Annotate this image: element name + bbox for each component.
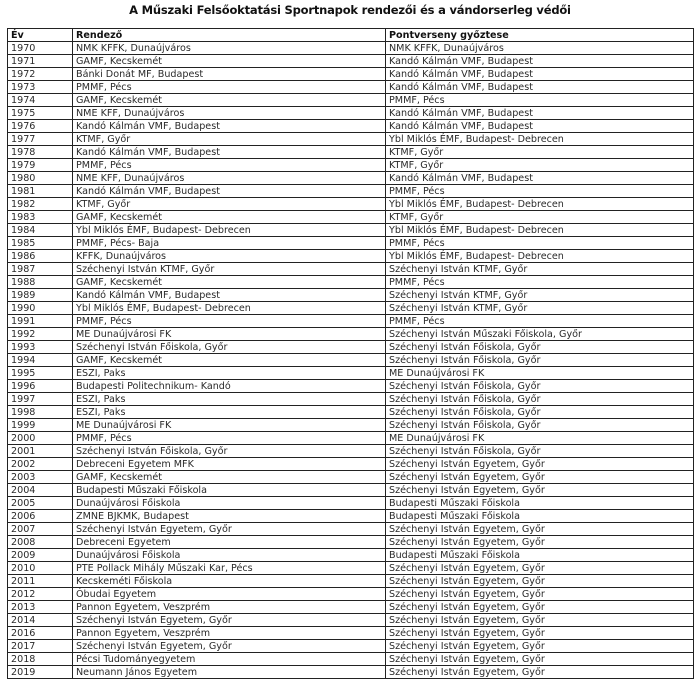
host-cell: ESZI, Paks: [73, 367, 386, 380]
winner-cell: Széchenyi István Egyetem, Győr: [386, 575, 694, 588]
table-row: [8, 367, 694, 380]
year-cell: 1983: [8, 211, 73, 224]
host-cell: Pannon Egyetem, Veszprém: [73, 627, 386, 640]
winner-cell: Kandó Kálmán VMF, Budapest: [386, 107, 694, 120]
winner-cell: Széchenyi István Főiskola, Győr: [386, 393, 694, 406]
host-cell: PMMF, Pécs: [73, 81, 386, 94]
year-cell: 1999: [8, 419, 73, 432]
year-cell: 2006: [8, 510, 73, 523]
host-cell: PTE Pollack Mihály Műszaki Kar, Pécs: [73, 562, 386, 575]
year-cell: 2000: [8, 432, 73, 445]
table-row: [8, 237, 694, 250]
host-cell: Pannon Egyetem, Veszprém: [73, 601, 386, 614]
year-cell: 1975: [8, 107, 73, 120]
winner-cell: Széchenyi István KTMF, Győr: [386, 289, 694, 302]
winner-cell: Széchenyi István Főiskola, Győr: [386, 406, 694, 419]
winner-cell: Budapesti Műszaki Főiskola: [386, 510, 694, 523]
winner-cell: Kandó Kálmán VMF, Budapest: [386, 68, 694, 81]
year-cell: 1985: [8, 237, 73, 250]
year-cell: 1989: [8, 289, 73, 302]
host-cell: ESZI, Paks: [73, 393, 386, 406]
year-cell: 1981: [8, 185, 73, 198]
year-cell: 1977: [8, 133, 73, 146]
table-row: [8, 328, 694, 341]
table-row: [8, 445, 694, 458]
winner-cell: PMMF, Pécs: [386, 315, 694, 328]
winner-cell: Széchenyi István Főiskola, Győr: [386, 341, 694, 354]
year-cell: 1996: [8, 380, 73, 393]
host-cell: ZMNE BJKMK, Budapest: [73, 510, 386, 523]
host-cell: PMMF, Pécs: [73, 432, 386, 445]
winner-cell: PMMF, Pécs: [386, 185, 694, 198]
table-row: [8, 653, 694, 666]
header-host: Rendező: [73, 29, 386, 42]
host-cell: ESZI, Paks: [73, 406, 386, 419]
winner-cell: KTMF, Győr: [386, 159, 694, 172]
table-row: [8, 211, 694, 224]
year-cell: 1994: [8, 354, 73, 367]
host-cell: Budapesti Műszaki Főiskola: [73, 484, 386, 497]
table-row: [8, 549, 694, 562]
host-cell: KFFK, Dunaújváros: [73, 250, 386, 263]
year-cell: 1982: [8, 198, 73, 211]
host-cell: Bánki Donát MF, Budapest: [73, 68, 386, 81]
table-row: [8, 640, 694, 653]
host-cell: ME Dunaújvárosi FK: [73, 328, 386, 341]
host-cell: PMMF, Pécs: [73, 315, 386, 328]
table-row: [8, 601, 694, 614]
host-cell: Széchenyi István Egyetem, Győr: [73, 523, 386, 536]
host-cell: NME KFF, Dunaújváros: [73, 172, 386, 185]
year-cell: 1978: [8, 146, 73, 159]
winner-cell: Széchenyi István Egyetem, Győr: [386, 640, 694, 653]
table-row: [8, 393, 694, 406]
hosts-winners-table: [7, 28, 694, 679]
winner-cell: Ybl Miklós ÉMF, Budapest- Debrecen: [386, 133, 694, 146]
table-row: [8, 81, 694, 94]
table-row: [8, 250, 694, 263]
table-row: [8, 432, 694, 445]
table-row: [8, 42, 694, 55]
year-cell: 1997: [8, 393, 73, 406]
host-cell: GAMF, Kecskemét: [73, 211, 386, 224]
year-cell: 1995: [8, 367, 73, 380]
table-row: [8, 302, 694, 315]
table-row: [8, 458, 694, 471]
winner-cell: Széchenyi István KTMF, Győr: [386, 302, 694, 315]
winner-cell: Kandó Kálmán VMF, Budapest: [386, 55, 694, 68]
header-year: Év: [8, 29, 73, 42]
winner-cell: Széchenyi István Egyetem, Győr: [386, 614, 694, 627]
winner-cell: KTMF, Győr: [386, 211, 694, 224]
table-body: [8, 42, 694, 679]
winner-cell: Széchenyi István Főiskola, Győr: [386, 354, 694, 367]
year-cell: 1971: [8, 55, 73, 68]
year-cell: 1991: [8, 315, 73, 328]
host-cell: Ybl Miklós ÉMF, Budapest- Debrecen: [73, 224, 386, 237]
host-cell: Pécsi Tudományegyetem: [73, 653, 386, 666]
winner-cell: PMMF, Pécs: [386, 94, 694, 107]
year-cell: 1979: [8, 159, 73, 172]
table-row: [8, 107, 694, 120]
table-row: [8, 315, 694, 328]
year-cell: 1992: [8, 328, 73, 341]
winner-cell: Széchenyi István Főiskola, Győr: [386, 419, 694, 432]
table-row: [8, 380, 694, 393]
host-cell: Kandó Kálmán VMF, Budapest: [73, 120, 386, 133]
year-cell: 2004: [8, 484, 73, 497]
host-cell: Ybl Miklós ÉMF, Budapest- Debrecen: [73, 302, 386, 315]
year-cell: 1987: [8, 263, 73, 276]
year-cell: 2003: [8, 471, 73, 484]
table-row: [8, 536, 694, 549]
table-row: [8, 471, 694, 484]
winner-cell: Széchenyi István Főiskola, Győr: [386, 380, 694, 393]
document-title: A Műszaki Felsőoktatási Sportnapok rendezői és a vándorserleg védői: [129, 3, 571, 17]
table-row: [8, 588, 694, 601]
table-row: [8, 172, 694, 185]
winner-cell: Budapesti Műszaki Főiskola: [386, 549, 694, 562]
year-cell: 1990: [8, 302, 73, 315]
host-cell: PMMF, Pécs- Baja: [73, 237, 386, 250]
winner-cell: Széchenyi István Egyetem, Győr: [386, 536, 694, 549]
year-cell: 1993: [8, 341, 73, 354]
host-cell: Budapesti Politechnikum- Kandó: [73, 380, 386, 393]
year-cell: 2014: [8, 614, 73, 627]
host-cell: Széchenyi István KTMF, Győr: [73, 263, 386, 276]
host-cell: Debreceni Egyetem MFK: [73, 458, 386, 471]
table-row: [8, 419, 694, 432]
table-row: [8, 614, 694, 627]
host-cell: Széchenyi István Egyetem, Győr: [73, 640, 386, 653]
winner-cell: Budapesti Műszaki Főiskola: [386, 497, 694, 510]
table-row: [8, 341, 694, 354]
table-row: [8, 146, 694, 159]
year-cell: 2009: [8, 549, 73, 562]
table-row: [8, 276, 694, 289]
host-cell: PMMF, Pécs: [73, 159, 386, 172]
table-row: [8, 562, 694, 575]
host-cell: ME Dunaújvárosi FK: [73, 419, 386, 432]
table-row: [8, 484, 694, 497]
host-cell: KTMF, Győr: [73, 198, 386, 211]
table-row: [8, 198, 694, 211]
year-cell: 2018: [8, 653, 73, 666]
host-cell: Kandó Kálmán VMF, Budapest: [73, 185, 386, 198]
table-row: [8, 497, 694, 510]
year-cell: 2005: [8, 497, 73, 510]
table-row: [8, 94, 694, 107]
winner-cell: Kandó Kálmán VMF, Budapest: [386, 120, 694, 133]
host-cell: Kandó Kálmán VMF, Budapest: [73, 146, 386, 159]
winner-cell: ME Dunaújvárosi FK: [386, 367, 694, 380]
host-cell: NME KFF, Dunaújváros: [73, 107, 386, 120]
year-cell: 1998: [8, 406, 73, 419]
table-row: [8, 289, 694, 302]
table-row: [8, 627, 694, 640]
winner-cell: Széchenyi István Egyetem, Győr: [386, 601, 694, 614]
host-cell: Kandó Kálmán VMF, Budapest: [73, 289, 386, 302]
winner-cell: Széchenyi István Egyetem, Győr: [386, 653, 694, 666]
year-cell: 1976: [8, 120, 73, 133]
winner-cell: Ybl Miklós ÉMF, Budapest- Debrecen: [386, 250, 694, 263]
host-cell: Széchenyi István Főiskola, Győr: [73, 341, 386, 354]
year-cell: 1970: [8, 42, 73, 55]
host-cell: GAMF, Kecskemét: [73, 94, 386, 107]
table-row: [8, 120, 694, 133]
winner-cell: ME Dunaújvárosi FK: [386, 432, 694, 445]
table-row: [8, 55, 694, 68]
winner-cell: Széchenyi István Egyetem, Győr: [386, 627, 694, 640]
winner-cell: Széchenyi István Egyetem, Győr: [386, 484, 694, 497]
year-cell: 2013: [8, 601, 73, 614]
year-cell: 1980: [8, 172, 73, 185]
table-row: [8, 263, 694, 276]
winner-cell: Széchenyi István Egyetem, Győr: [386, 666, 694, 679]
table-row: [8, 575, 694, 588]
year-cell: 2007: [8, 523, 73, 536]
year-cell: 2002: [8, 458, 73, 471]
winner-cell: Széchenyi István Egyetem, Győr: [386, 588, 694, 601]
table-row: [8, 406, 694, 419]
winner-cell: NMK KFFK, Dunaújváros: [386, 42, 694, 55]
winner-cell: Széchenyi István Egyetem, Győr: [386, 458, 694, 471]
host-cell: GAMF, Kecskemét: [73, 276, 386, 289]
year-cell: 2019: [8, 666, 73, 679]
table-row: [8, 354, 694, 367]
host-cell: NMK KFFK, Dunaújváros: [73, 42, 386, 55]
winner-cell: Kandó Kálmán VMF, Budapest: [386, 172, 694, 185]
table-row: [8, 224, 694, 237]
year-cell: 1988: [8, 276, 73, 289]
year-cell: 2011: [8, 575, 73, 588]
year-cell: 1984: [8, 224, 73, 237]
winner-cell: Széchenyi István KTMF, Győr: [386, 263, 694, 276]
host-cell: KTMF, Győr: [73, 133, 386, 146]
year-cell: 2016: [8, 627, 73, 640]
year-cell: 2017: [8, 640, 73, 653]
winner-cell: Széchenyi István Műszaki Főiskola, Győr: [386, 328, 694, 341]
host-cell: GAMF, Kecskemét: [73, 55, 386, 68]
host-cell: Óbudai Egyetem: [73, 588, 386, 601]
year-cell: 2001: [8, 445, 73, 458]
host-cell: Széchenyi István Egyetem, Győr: [73, 614, 386, 627]
winner-cell: KTMF, Győr: [386, 146, 694, 159]
table-row: [8, 159, 694, 172]
host-cell: GAMF, Kecskemét: [73, 354, 386, 367]
year-cell: 1974: [8, 94, 73, 107]
table-header-row: [8, 29, 694, 42]
host-cell: Széchenyi István Főiskola, Győr: [73, 445, 386, 458]
table-row: [8, 185, 694, 198]
winner-cell: Széchenyi István Főiskola, Győr: [386, 445, 694, 458]
year-cell: 2010: [8, 562, 73, 575]
host-cell: Debreceni Egyetem: [73, 536, 386, 549]
winner-cell: Kandó Kálmán VMF, Budapest: [386, 81, 694, 94]
table-row: [8, 68, 694, 81]
winner-cell: Ybl Miklós ÉMF, Budapest- Debrecen: [386, 224, 694, 237]
winner-cell: PMMF, Pécs: [386, 237, 694, 250]
host-cell: Kecskeméti Főiskola: [73, 575, 386, 588]
table-row: [8, 133, 694, 146]
table-row: [8, 510, 694, 523]
year-cell: 2008: [8, 536, 73, 549]
year-cell: 1972: [8, 68, 73, 81]
year-cell: 2012: [8, 588, 73, 601]
winner-cell: Széchenyi István Egyetem, Győr: [386, 471, 694, 484]
table-row: [8, 523, 694, 536]
winner-cell: Ybl Miklós ÉMF, Budapest- Debrecen: [386, 198, 694, 211]
header-winner: Pontverseny győztese: [386, 29, 694, 42]
winner-cell: Széchenyi István Egyetem, Győr: [386, 562, 694, 575]
host-cell: Neumann János Egyetem: [73, 666, 386, 679]
year-cell: 1973: [8, 81, 73, 94]
winner-cell: Széchenyi István Egyetem, Győr: [386, 523, 694, 536]
host-cell: Dunaújvárosi Főiskola: [73, 549, 386, 562]
host-cell: Dunaújvárosi Főiskola: [73, 497, 386, 510]
winner-cell: PMMF, Pécs: [386, 276, 694, 289]
year-cell: 1986: [8, 250, 73, 263]
host-cell: GAMF, Kecskemét: [73, 471, 386, 484]
